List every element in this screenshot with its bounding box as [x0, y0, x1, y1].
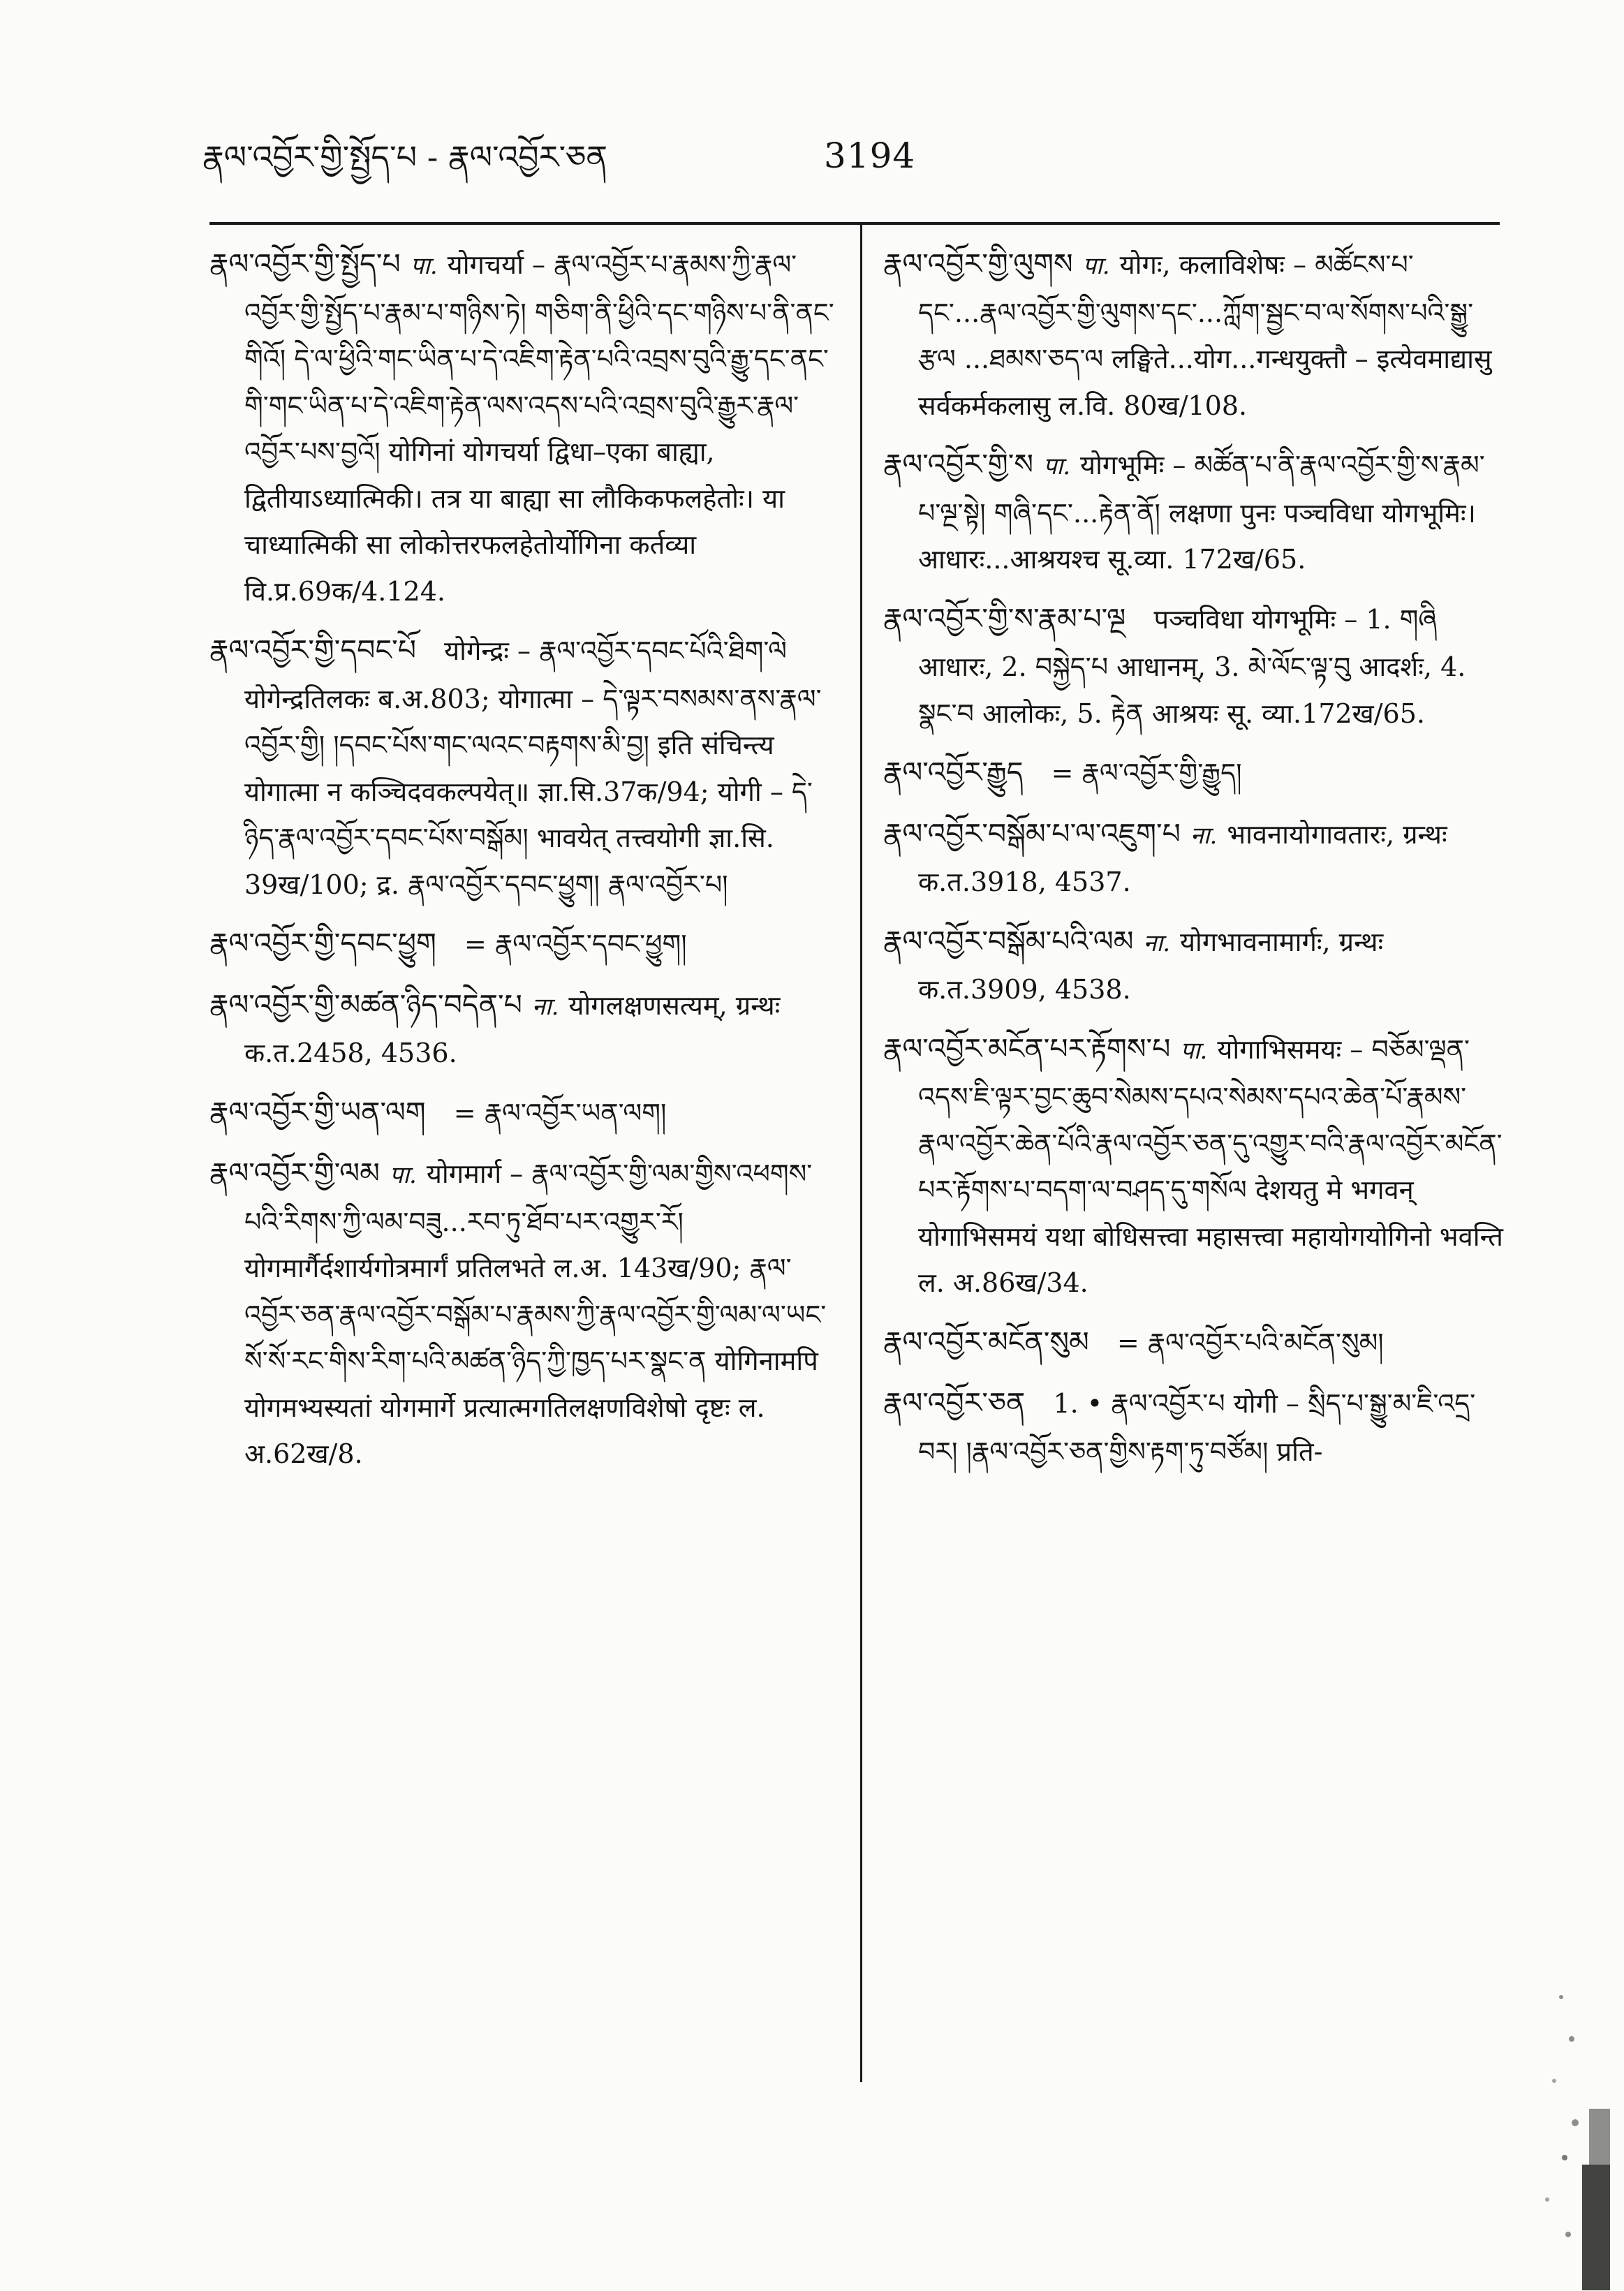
entry-body: योगचर्या – རྣལ་འབྱོར་པ་རྣམས་ཀྱི་རྣལ་འབྱོར་གྱི་སྤྱོད་པ་རྣམ་པ་གཉིས་ཏེ། གཅིག་ནི་ཕྱིའི་དང་གཉིས་པ་ནི་ནང་གིའོ། དེ་ལ་ཕྱིའི་གང་ཡིན་པ་དེ་འཇིག་རྟེན་པའི་འབྲས་བུའི་རྒྱུ་དང་ནང་གི་གང་ཡིན་པ་དེ་འཇིག་རྟེན་ལས་འདས་པའི་འབྲས་བུའི་རྒྱུར་རྣལ་འབྱོར་པས་བྱའོ། योगिनां योगचर्या द्विधा–एका बाह्या, द्वितीयाऽध्यात्मिकी। तत्र या बाह्या सा लौकिकफलहेतोः। या चाध्यात्मिकी सा लोकोत्तरफलहेतोर्योगिना कर्तव्या वि.प्र.69क/4.124.	[244, 249, 834, 607]
entry-body: = རྣལ་འབྱོར་ཡན་ལག།	[453, 1097, 667, 1128]
entry	[883, 1319, 1505, 1368]
entry-body: योगभूमिः – མཚོན་པ་ནི་རྣལ་འབྱོར་གྱི་ས་རྣམ་པ་ལྔ་སྟེ། གཞི་དང་...རྟེན་ནོ། लक्षणा पुनः पञ्चविधा योगभूमिः। आधारः...आश्रयश्च सू.व्या. 172ख/65.	[918, 450, 1485, 575]
headword: རྣལ་འབྱོར་གྱི་དབང་ཕྱུག	[209, 927, 436, 960]
entry-body: 1. • རྣལ་འབྱོར་པ योगी – སྲིད་པ་སྒྱུ་མ་ཇི་འདྲ་བར། །རྣལ་འབྱོར་ཅན་གྱིས་རྟག་ཏུ་བཙོམ། प्रति-	[918, 1388, 1476, 1467]
headword: རྣལ་འབྱོར་གྱི་ཡན་ལག	[209, 1095, 426, 1129]
entry-body: = རྣལ་འབྱོར་དབང་ཕྱུག།	[464, 929, 687, 959]
entry-body: योगाभिसमयः – བཅོམ་ལྡན་འདས་ཇི་ལྟར་བྱང་ཆུབ་སེམས་དཔའ་སེམས་དཔའ་ཆེན་པོ་རྣམས་རྣལ་འབྱོར་ཆེན་པོའི་རྣལ་འབྱོར་ཅན་དུ་འགྱུར་བའི་རྣལ་འབྱོར་མངོན་པར་རྟོགས་པ་བདག་ལ་བཤད་དུ་གསོལ देशयतु मे भगवन् योगाभिसमयं यथा बोधिसत्त्वा महासत्त्वा महायोगयोगिनो भवन्ति ल. अ.86ख/34.	[918, 1033, 1503, 1298]
entry	[883, 1026, 1505, 1306]
entry-body: योगमार्ग – རྣལ་འབྱོར་གྱི་ལམ་གྱིས་འཕགས་པའི་རིགས་ཀྱི་ལམ་བཟུ...རབ་ཏུ་ཐོབ་པར་འགྱུར་རོ། योगमार्गैर्दशार्यगोत्रमार्गं प्रतिलभते ल.अ. 143ख/90; རྣལ་འབྱོར་ཅན་རྣལ་འབྱོར་བསྒོམ་པ་རྣམས་ཀྱི་རྣལ་འབྱོར་གྱི་ལམ་ལ་ཡང་སོ་སོ་རང་གིས་རིག་པའི་མཚན་ཉིད་ཀྱི་ཁྱད་པར་སྣང་ན योगिनामपि योगमभ्यस्यतां योगमार्गे प्रत्यात्मगतिलक्षणविशेषो दृष्टः ल. अ.62ख/8.	[244, 1158, 827, 1469]
grammar-tag: ना.	[1143, 929, 1170, 957]
entry	[883, 241, 1505, 429]
entry-body: योगेन्द्रः – རྣལ་འབྱོར་དབང་པོའི་ཐིག་ལེ योगेन्द्रतिलकः ब.अ.803; योगात्मा – དེ་ལྟར་བསམས་ནས་རྣལ་འབྱོར་གྱི། །དབང་པོས་གང་ལའང་བརྟགས་མི་བྱ། इति संचिन्त्य योगात्मा न कञ्चिदवकल्पयेत्॥ ज्ञा.सि.37क/94; योगी – དེ་ཉིད་རྣལ་འབྱོར་དབང་པོས་བསྒོམ། भावयेत् तत्त्वयोगी ज्ञा.सि. 39ख/100; द्र. རྣལ་འབྱོར་དབང་ཕྱུག། རྣལ་འབྱོར་པ།	[244, 635, 822, 900]
headword: རྣལ་འབྱོར་གྱི་ལམ	[209, 1156, 380, 1190]
headword: རྣལ་འབྱོར་གྱི་ལུགས	[883, 247, 1073, 281]
grammar-tag: पा.	[1180, 1036, 1208, 1065]
running-head: རྣལ་འབྱོར་གྱི་སྤྱོད་པ - རྣལ་འབྱོར་ཅན	[202, 138, 608, 176]
entry	[209, 1089, 838, 1138]
entry-body: पञ्चविधा योगभूमिः – 1. གཞི आधारः, 2. བསྐྱེད་པ आधानम्, 3. མེ་ལོང་ལྟ་བུ आदर्शः, 4. སྣང་བ आलोकः, 5. རྟེན आश्रयः सू. व्या.172ख/65.	[918, 603, 1466, 729]
column-divider	[860, 225, 862, 2082]
entry	[883, 596, 1505, 737]
entry-body: = རྣལ་འབྱོར་གྱི་རྒྱུད།	[1051, 758, 1242, 788]
headword: རྣལ་འབྱོར་གྱི་མཚན་ཉིད་བདེན་པ	[209, 987, 522, 1022]
grammar-tag: पा.	[1082, 252, 1110, 280]
grammar-tag: ना.	[1190, 821, 1218, 850]
entry-body: भावनायोगावतारः, ग्रन्थः क.त.3918, 4537.	[918, 818, 1447, 897]
entry-body: = རྣལ་འབྱོར་པའི་མངོན་སུམ།	[1116, 1327, 1384, 1358]
entry-body: योगलक्षणसत्यम्, ग्रन्थः क.त.2458, 4536.	[244, 989, 781, 1068]
headword: རྣལ་འབྱོར་གྱི་དབང་པོ	[209, 633, 416, 667]
headword: རྣལ་འབྱོར་གྱི་ས	[883, 448, 1034, 481]
grammar-tag: ना.	[531, 992, 559, 1021]
entry	[209, 920, 838, 969]
right-column	[883, 241, 1505, 1487]
entry	[883, 1380, 1505, 1475]
entry	[883, 749, 1505, 798]
headword: རྣལ་འབྱོར་ཅན	[883, 1386, 1026, 1420]
grammar-tag: पा.	[410, 252, 438, 280]
headword: རྣལ་འབྱོར་རྒྱུད	[883, 756, 1024, 789]
grammar-tag: पा.	[1043, 452, 1071, 480]
header-rule	[209, 222, 1500, 225]
scan-edge-specks	[1533, 1955, 1610, 2290]
headword: རྣལ་འབྱོར་གྱི་སྤྱོད་པ	[209, 247, 401, 281]
entry	[209, 1150, 838, 1478]
entry-body: योगभावनामार्गः, ग्रन्थः क.त.3909, 4538.	[918, 926, 1384, 1005]
page-number: 3194	[824, 135, 916, 176]
headword: རྣལ་འབྱོར་བསྒོམ་པའི་ལམ	[883, 924, 1134, 958]
headword: རྣལ་འབྱོར་མངོན་པར་རྟོགས་པ	[883, 1031, 1171, 1066]
entry	[883, 918, 1505, 1013]
entry-body: योगः, कलाविशेषः – མཚོངས་པ་དང་...རྣལ་འབྱོར་གྱི་ལུགས་དང་...ཀློག་སྦྱང་བ་ལ་སོགས་པའི་སྒྱུ་རྩལ ...ཐམས་ཅད་ལ लङ्घिते...योग...गन्धयुक्तौ – इत्येवमाद्यासु सर्वकर्मकलासु ल.वि. 80ख/108.	[918, 249, 1492, 421]
left-column	[209, 241, 838, 1490]
entry	[209, 982, 838, 1077]
entry	[209, 627, 838, 908]
entry	[883, 811, 1505, 906]
entry	[883, 441, 1505, 583]
headword: རྣལ་འབྱོར་མངོན་སུམ	[883, 1325, 1089, 1359]
entry	[209, 241, 838, 614]
headword: རྣལ་འབྱོར་བསྒོམ་པ་ལ་འཇུག་པ	[883, 816, 1181, 850]
grammar-tag: पा.	[389, 1161, 417, 1189]
headword: རྣལ་འབྱོར་གྱི་ས་རྣམ་པ་ལྔ	[883, 601, 1126, 635]
